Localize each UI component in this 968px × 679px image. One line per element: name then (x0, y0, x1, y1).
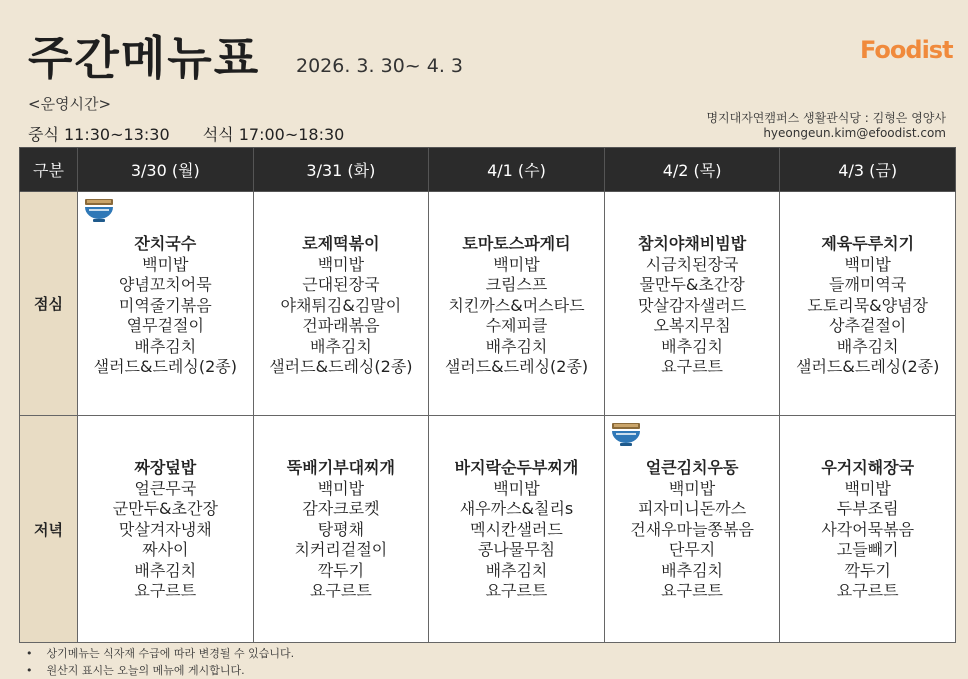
side-dish: 군만두&초간장 (112, 499, 218, 518)
side-dish: 감자크로켓 (302, 499, 380, 518)
operating-hours (28, 122, 344, 145)
day-header-row (20, 148, 956, 192)
side-dish: 요구르트 (661, 357, 723, 376)
foodist-logo: Foodist (860, 36, 953, 64)
footnote: • 상기메뉴는 식자재 수급에 따라 변경될 수 있습니다. (30, 645, 294, 662)
side-dish: 요구르트 (309, 581, 372, 600)
side-dish: 샐러드&드레싱(2종) (444, 357, 589, 376)
side-dish: 배추김치 (661, 560, 723, 580)
side-dish: 탕평채 (317, 519, 365, 539)
side-dish: 맛살감자샐러드 (637, 295, 747, 315)
meal-label: 점심 (20, 192, 78, 416)
side-dish: 깍두기 (317, 560, 365, 580)
day-header: 4/1 (수) (429, 148, 605, 192)
side-dish: 미역줄기볶음 (118, 295, 212, 315)
page-title: 주간메뉴표 (28, 31, 261, 85)
dinner-hours: 석식 17:00~18:30 (202, 125, 345, 144)
side-dish: 사각어묵볶음 (821, 519, 915, 539)
day-header: 4/2 (목) (604, 148, 780, 192)
menu-cell (429, 192, 605, 416)
side-dish: 야채튀김&김말이 (280, 295, 402, 315)
day-header: 4/3 (금) (780, 148, 956, 192)
day-header: 3/31 (화) (253, 148, 429, 192)
side-dish: 배추김치 (134, 560, 197, 580)
weekly-menu-table (19, 147, 956, 643)
side-dish: 샐러드&드레싱(2종) (93, 357, 237, 376)
side-dish: 크림스프 (485, 275, 548, 294)
side-dish: 백미밥 (844, 254, 891, 274)
side-dish: 고들빼기 (836, 540, 899, 559)
side-dish: 열무겉절이 (126, 316, 204, 335)
side-dish: 새우까스&칠리s (459, 499, 574, 518)
side-dish: 건새우마늘쫑볶음 (630, 519, 754, 539)
main-dish: 얼큰김치우동 (645, 458, 739, 477)
side-dish: 백미밥 (493, 478, 540, 498)
side-dish: 샐러드&드레싱(2종) (269, 357, 413, 376)
menu-cell (78, 416, 254, 643)
side-dish: 요구르트 (485, 581, 548, 600)
menu-cell (780, 192, 956, 416)
side-dish: 수제피클 (485, 316, 548, 335)
side-dish: 짜사이 (142, 540, 189, 559)
date-range: 2026. 3. 30~ 4. 3 (296, 55, 463, 77)
main-dish: 로제떡볶이 (302, 234, 380, 253)
side-dish: 배추김치 (836, 336, 899, 356)
menu-cell (253, 416, 429, 643)
menu-cell (604, 416, 780, 643)
side-dish: 백미밥 (844, 478, 891, 498)
side-dish: 단무지 (668, 540, 716, 559)
main-dish: 토마토스파게티 (462, 234, 571, 253)
side-dish: 물만두&초간장 (639, 275, 745, 294)
side-dish: 피자미니돈까스 (637, 499, 747, 518)
main-dish: 짜장덮밥 (134, 458, 197, 477)
footnotes (30, 645, 294, 679)
meal-label: 저녁 (20, 416, 78, 643)
side-dish: 양념꼬치어묵 (118, 275, 212, 294)
side-dish: 들깨미역국 (829, 275, 907, 294)
side-dish: 상추겉절이 (829, 316, 907, 335)
side-dish: 백미밥 (142, 254, 189, 274)
main-dish: 바지락순두부찌개 (454, 458, 579, 477)
side-dish: 콩나물무침 (477, 540, 556, 559)
hours-heading: <운영시간> (28, 95, 112, 113)
side-dish: 요구르트 (134, 581, 197, 600)
side-dish: 치킨까스&머스타드 (448, 295, 585, 315)
side-dish: 배추김치 (485, 560, 548, 580)
menu-cell (78, 192, 254, 416)
side-dish: 도토리묵&양념장 (807, 295, 929, 315)
meal-row (20, 416, 956, 643)
side-dish: 배추김치 (661, 336, 723, 356)
side-dish: 백미밥 (668, 478, 716, 498)
main-dish: 잔치국수 (134, 234, 197, 253)
side-dish: 백미밥 (493, 254, 540, 274)
main-dish: 우거지해장국 (821, 458, 915, 477)
side-dish: 멕시칸샐러드 (470, 519, 563, 539)
noodle-bowl-icon (82, 197, 116, 225)
menu-cell (253, 192, 429, 416)
side-dish: 배추김치 (134, 336, 197, 356)
menu-cell (604, 192, 780, 416)
cafeteria-contact: 명지대자연캠퍼스 생활관식당 : 김형은 영양사 (706, 111, 946, 125)
side-dish: 요구르트 (661, 581, 723, 600)
footnote: • 원산지 표시는 오늘의 메뉴에 게시합니다. (30, 662, 294, 679)
contact-email: hyeongeun.kim@efoodist.com (763, 126, 946, 140)
meal-row (20, 192, 956, 416)
side-dish: 샐러드&드레싱(2종) (796, 357, 940, 376)
corner-label: 구분 (20, 148, 78, 192)
side-dish: 깍두기 (844, 560, 891, 580)
menu-cell (429, 416, 605, 643)
side-dish: 시금치된장국 (645, 254, 739, 274)
side-dish: 맛살겨자냉채 (118, 519, 212, 539)
side-dish: 오복지무침 (653, 316, 731, 335)
side-dish: 두부조림 (836, 499, 899, 518)
side-dish: 백미밥 (317, 478, 365, 498)
noodle-bowl-icon (609, 421, 643, 449)
lunch-hours: 중식 11:30~13:30 (28, 125, 170, 144)
side-dish: 요구르트 (836, 581, 899, 600)
menu-cell (780, 416, 956, 643)
side-dish: 배추김치 (485, 336, 548, 356)
side-dish: 근대된장국 (302, 275, 380, 294)
side-dish: 배추김치 (309, 336, 372, 356)
side-dish: 얼큰무국 (134, 478, 197, 498)
main-dish: 제육두루치기 (821, 234, 915, 253)
day-header: 3/30 (월) (78, 148, 254, 192)
side-dish: 건파래볶음 (302, 316, 380, 335)
main-dish: 뚝배기부대찌개 (286, 458, 395, 477)
side-dish: 백미밥 (317, 254, 365, 274)
side-dish: 치커리겉절이 (294, 540, 388, 559)
main-dish: 참치야채비빔밥 (637, 234, 747, 253)
